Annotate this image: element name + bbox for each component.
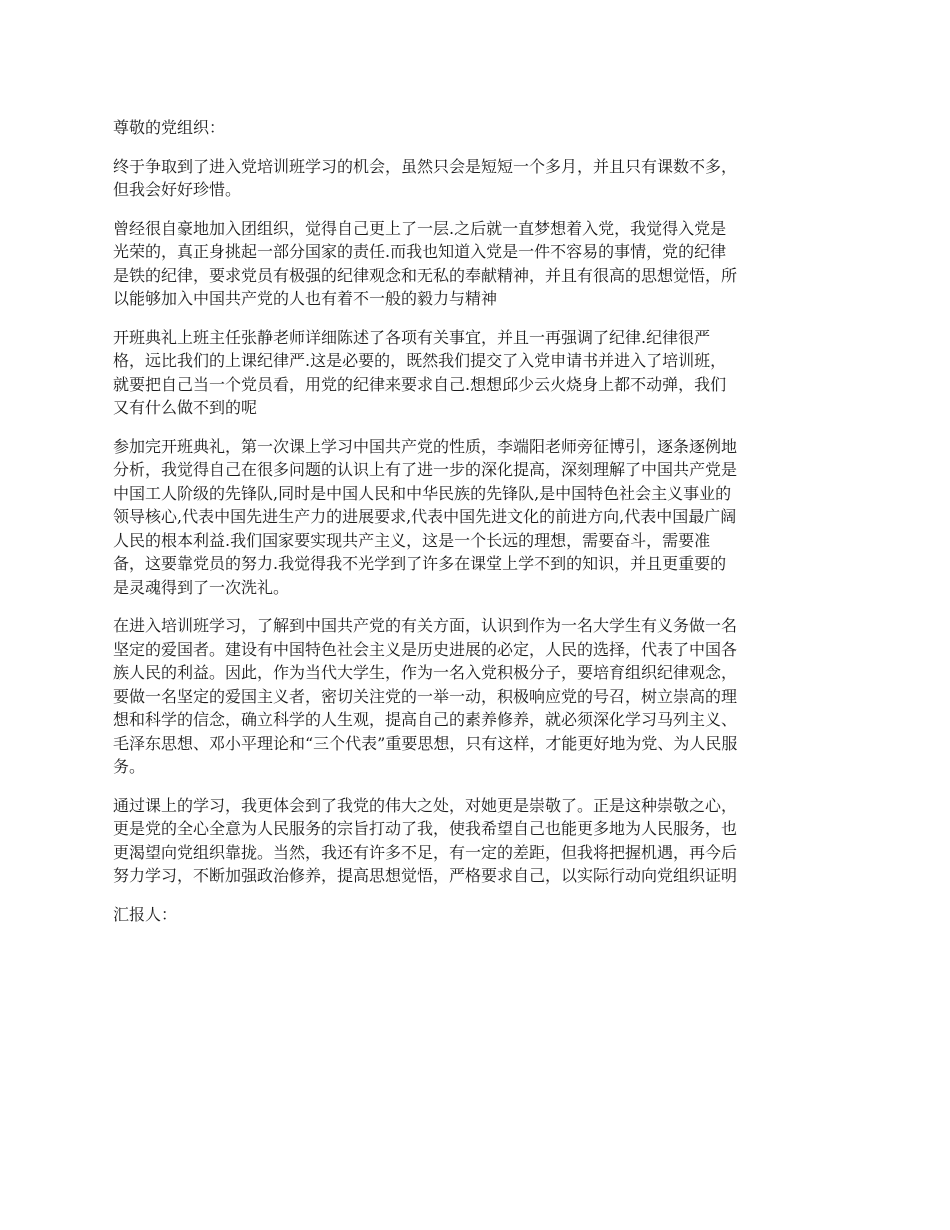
paragraph-1: 终于争取到了进入党培训班学习的机会，虽然只会是短短一个多月，并且只有课数不多， 但我会好好珍惜。 — [113, 156, 738, 199]
paragraph-2: 曾经很自豪地加入团组织，觉得自己更上了一层.之后就一直梦想着入党，我觉得入党是 光荣的，真正身挑起一部分国家的责任.而我也知道入党是一件不容易的事情，党的纪律 是铁的纪律，要求党员有极强的纪律观念和无私的奉献精神，并且有很高的思想觉悟，所 以能够加入中国共产党的人也有着不一般的毅力与精神 — [113, 218, 738, 308]
salutation: 尊敬的党组织： — [113, 118, 226, 137]
paragraph-6: 通过课上的学习，我更体会到了我党的伟大之处，对她更是崇敬了。正是这种崇敬之心， 更是党的全心全意为人民服务的宗旨打动了我，使我希望自己也能更多地为人民服务，也 更渴望向党组织靠拢。当然，我还有许多不足，有一定的差距，但我将把握机遇，再今后 努力学习，不断加强政治修养，提高思想觉悟，严格要求自己，以实际行动向党组织证明 — [113, 795, 738, 885]
paragraph-3: 开班典礼上班主任张静老师详细陈述了各项有关事宜，并且一再强调了纪律.纪律很严 格，远比我们的上课纪律严.这是必要的，既然我们提交了入党申请书并进入了培训班， 就要把自己当一个党员看，用党的纪律来要求自己.想想邱少云火烧身上都不动弹，我们 又有什么做不到的呢 — [113, 327, 727, 417]
paragraph-5: 在进入培训班学习，了解到中国共产党的有关方面，认识到作为一名大学生有义务做一名 坚定的爱国者。建设有中国特色社会主义是历史进展的必定，人民的选择，代表了中国各 族人民的利益。因此，作为当代大学生，作为一名入党积极分子，要培育组织纪律观念， 要做一名坚定的爱国主义者，密切关注党的一举一动，积极响应党的号召，树立崇高的理 想和科学的信念，确立科学的人生观，提高自己的素养修养，就必须深化学习马列主义、 毛泽东思想、邓小平理论和“三个代表”重要思想，只有这样，才能更好地为党、为人民服 务。 — [113, 616, 738, 776]
letter-page — [113, 116, 843, 941]
paragraph-4: 参加完开班典礼，第一次课上学习中国共产党的性质，李端阳老师旁征博引，逐条逐例地 分析，我觉得自己在很多问题的认识上有了进一步的深化提高，深刻理解了中国共产党是 中国工人阶级的先锋队,同时是中国人民和中华民族的先锋队,是中国特色社会主义事业的 领导核心,代表中国先进生产力的进展要求,代表中国先进文化的前进方向,代表中国最广阔 人民的根本利益.我们国家要实现共产主义，这是一个长远的理想，需要奋斗，需要准 备，这要靠党员的努力.我觉得我不光学到了许多在课堂上学不到的知识，并且更重要的 是灵魂得到了一次洗礼。 — [113, 436, 738, 597]
signature-label: 汇报人： — [113, 904, 178, 924]
